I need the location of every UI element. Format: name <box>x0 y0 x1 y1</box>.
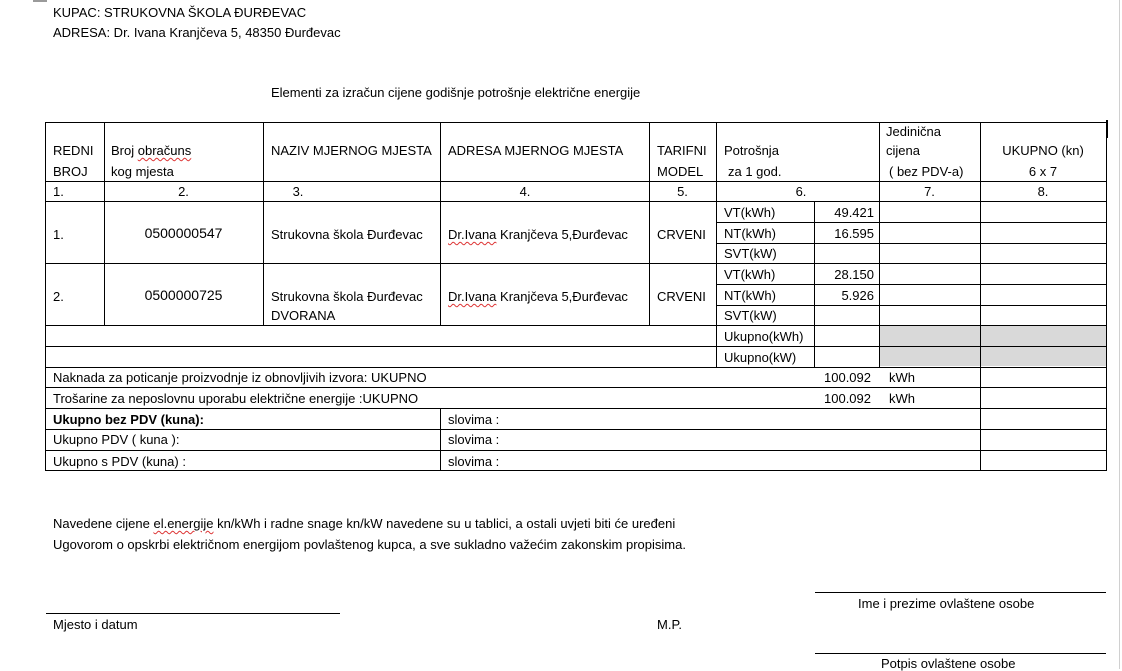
in-words-label: slovima : <box>448 432 500 447</box>
measure-label: NT(kWh) <box>724 226 776 241</box>
place-date-label: Mjesto i datum <box>53 617 138 632</box>
header-ukupno: UKUPNO (kn) <box>1002 143 1084 158</box>
note-line-2: Ugovorom o opskrbi električnom energijom povlaštenog kupca, a sve sukladno važećim zakonskim propisima. <box>53 537 686 552</box>
metering-point-address: Dr.Ivana Kranjčeva 5,Đurđevac <box>448 227 628 242</box>
header-redni: REDNI <box>53 143 94 158</box>
page-corner-marker <box>33 0 47 2</box>
measure-value: 16.595 <box>834 226 874 241</box>
column-number: 6. <box>795 184 807 199</box>
stamp-label: M.P. <box>657 617 683 632</box>
header-bez-pdv: ( bez PDV-a) <box>889 164 964 179</box>
total-kw-label: Ukupno(kW) <box>724 350 797 365</box>
metering-point-name-line2: DVORANA <box>271 308 336 323</box>
tariff-model: CRVENI <box>657 289 706 304</box>
header-potrosnja: Potrošnja <box>724 143 779 158</box>
header-jedinicna: Jedinična <box>886 124 941 139</box>
header-model: MODEL <box>657 164 704 179</box>
measure-value: 28.150 <box>834 267 874 282</box>
measure-value: 5.926 <box>841 288 874 303</box>
row-number: 1. <box>53 227 64 242</box>
column-number: 4. <box>519 184 531 199</box>
vat-label: Ukupno PDV ( kuna ): <box>53 432 180 447</box>
column-number: 7. <box>924 184 935 199</box>
in-words-label: slovima : <box>448 412 500 427</box>
metering-point-name: Strukovna škola Đurđevac <box>271 289 423 304</box>
name-line <box>815 592 1106 593</box>
measure-label: NT(kWh) <box>724 288 776 303</box>
total-with-vat-label: Ukupno s PDV (kuna) : <box>53 454 186 469</box>
measure-label: VT(kWh) <box>724 205 776 220</box>
column-number: 3. <box>292 184 304 199</box>
place-date-line <box>46 613 340 614</box>
signature-label: Potpis ovlaštene osobe <box>881 656 1016 671</box>
measure-label: SVT(kW) <box>724 308 777 323</box>
header-adresa: ADRESA MJERNOG MJESTA <box>448 143 624 158</box>
authorized-name-label: Ime i prezime ovlaštene osobe <box>858 596 1035 611</box>
header-broj: BROJ <box>53 164 88 179</box>
renewable-fee-unit: kWh <box>889 370 915 385</box>
excise-unit: kWh <box>889 391 915 406</box>
metering-point-address: Dr.Ivana Kranjčeva 5,Đurđevac <box>448 289 628 304</box>
in-words-label: slovima : <box>448 454 500 469</box>
document-title: Elementi za izračun cijene godišnje potrošnje električne energije <box>271 85 641 100</box>
column-number: 1. <box>53 184 64 199</box>
page-edge <box>1119 0 1120 669</box>
signature-line <box>815 653 1106 654</box>
buyer-address: ADRESA: Dr. Ivana Kranjčeva 5, 48350 Đurđevac <box>53 25 341 40</box>
total-without-vat-label: Ukupno bez PDV (kuna): <box>53 412 204 427</box>
metering-point-name: Strukovna škola Đurđevac <box>271 227 423 242</box>
metering-point-code: 0500000725 <box>144 287 223 303</box>
renewable-fee-value: 100.092 <box>824 370 871 385</box>
column-number: 8. <box>1037 184 1049 199</box>
total-kwh-label: Ukupno(kWh) <box>724 329 804 344</box>
renewable-fee-label: Naknada za poticanje proizvodnje iz obnovljivih izvora: UKUPNO <box>53 370 427 385</box>
header-obracunskog-mjesta-line1: Broj obračuns <box>111 143 192 158</box>
metering-point-code: 0500000547 <box>144 225 223 241</box>
tariff-model: CRVENI <box>657 227 706 242</box>
header-formula: 6 x 7 <box>1028 164 1058 179</box>
measure-label: VT(kWh) <box>724 267 776 282</box>
header-cijena: cijena <box>886 143 920 158</box>
header-za-godinu: za 1 god. <box>728 164 782 179</box>
column-number: 2. <box>178 184 189 199</box>
header-tarifni: TARIFNI <box>657 143 707 158</box>
buyer-name: KUPAC: STRUKOVNA ŠKOLA ĐURĐEVAC <box>53 5 307 20</box>
column-number: 5. <box>677 184 688 199</box>
excise-label: Trošarine za neposlovnu uporabu električne energije :UKUPNO <box>53 391 419 406</box>
measure-value: 49.421 <box>834 205 874 220</box>
measure-label: SVT(kW) <box>724 246 777 261</box>
header-obracunskog-mjesta-line2: kog mjesta <box>111 164 174 179</box>
note-line-1: Navedene cijene el.energije kn/kWh i radne snage kn/kW navedene su u tablici, a ostali uvjeti biti će uređeni <box>53 516 676 531</box>
row-number: 2. <box>53 289 64 304</box>
header-naziv: NAZIV MJERNOG MJESTA <box>271 143 432 158</box>
excise-value: 100.092 <box>824 391 871 406</box>
